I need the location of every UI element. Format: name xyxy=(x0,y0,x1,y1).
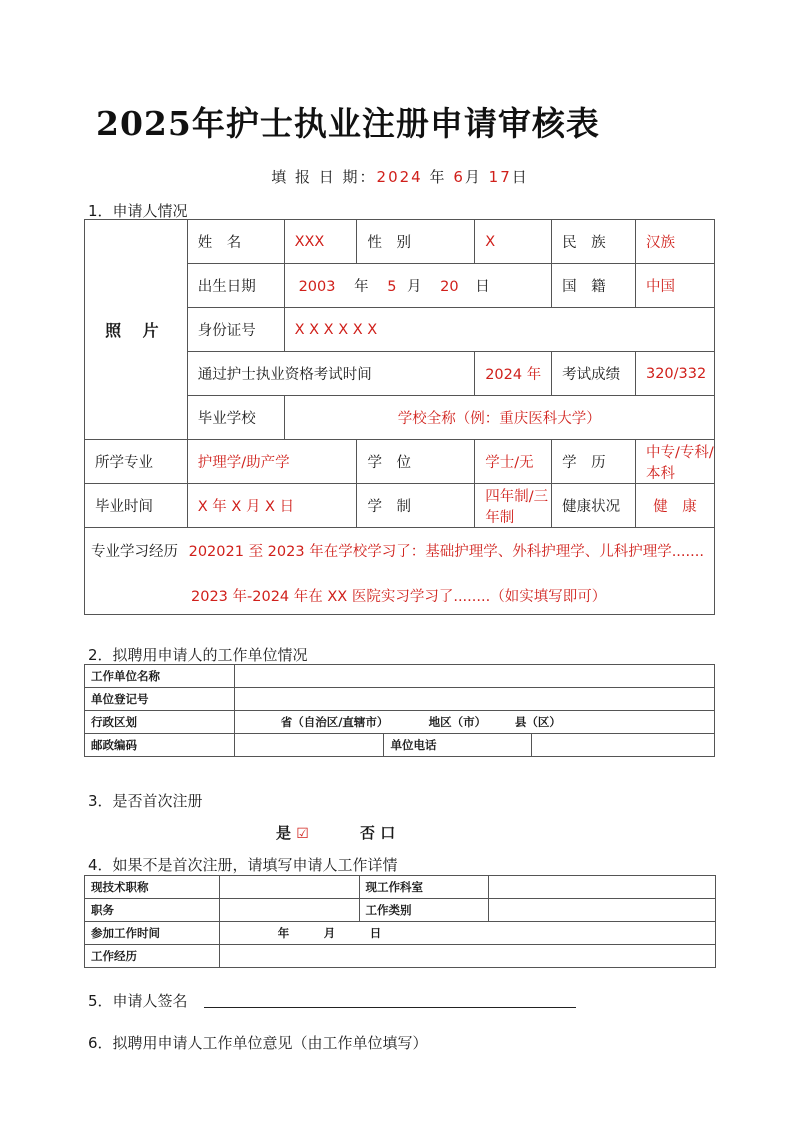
title-label: 现技术职称 xyxy=(85,876,220,899)
grad-label: 毕业时间 xyxy=(85,484,188,528)
unit-reg-label: 单位登记号 xyxy=(85,688,235,711)
education-value[interactable]: 中专/专科/本科 xyxy=(635,440,714,484)
study-line1: 202021 至 2023 年在学校学习了：基础护理学、外科护理学、儿科护理学....... xyxy=(188,544,704,560)
education-label: 学 历 xyxy=(552,440,636,484)
post-label: 职务 xyxy=(85,899,220,922)
nationality-label: 国 籍 xyxy=(552,264,636,308)
dept-label: 现工作科室 xyxy=(359,876,489,899)
gender-value[interactable]: X xyxy=(475,220,552,264)
history-label: 工作经历 xyxy=(85,945,220,968)
ethnic-label: 民 族 xyxy=(552,220,636,264)
yes-label: 是 xyxy=(276,824,292,842)
exam-label: 通过护士执业资格考试时间 xyxy=(187,352,474,396)
date-year-unit: 年 xyxy=(429,168,447,186)
checkbox-empty-icon: 口 xyxy=(380,824,396,842)
date-month[interactable]: 6 xyxy=(453,168,465,186)
phone-field[interactable] xyxy=(532,734,715,757)
title-field[interactable] xyxy=(219,876,359,899)
date-label: 填 报 日 期： xyxy=(271,168,377,186)
section2-heading: 2．拟聘用申请人的工作单位情况 xyxy=(88,646,308,664)
nationality-value[interactable]: 中国 xyxy=(635,264,714,308)
section6-heading: 6．拟聘用申请人工作单位意见（由工作单位填写） xyxy=(88,1034,428,1052)
no-option[interactable] xyxy=(360,824,395,842)
system-value[interactable]: 四年制/三年制 xyxy=(475,484,552,528)
start-label: 参加工作时间 xyxy=(85,922,220,945)
phone-label: 单位电话 xyxy=(384,734,532,757)
type-label: 工作类别 xyxy=(359,899,489,922)
health-label: 健康状况 xyxy=(552,484,636,528)
postal-label: 邮政编码 xyxy=(85,734,235,757)
region-label: 行政区划 xyxy=(85,711,235,734)
birth-month-unit: 月 xyxy=(407,279,422,295)
no-label: 否 xyxy=(360,824,376,842)
name-value[interactable]: XXX xyxy=(284,220,357,264)
history-field[interactable] xyxy=(219,945,715,968)
signature-line[interactable] xyxy=(204,1007,576,1008)
work-unit-table xyxy=(84,664,715,757)
study-line2: 2023 年-2024 年在 XX 医院实习学习了........（如实填写即可） xyxy=(191,589,607,605)
id-value[interactable]: X X X X X X xyxy=(284,308,714,352)
exam-value[interactable]: 2024 年 xyxy=(475,352,552,396)
study-history-cell[interactable] xyxy=(85,528,715,615)
study-label: 专业学习经历 xyxy=(91,544,178,560)
type-field[interactable] xyxy=(489,899,716,922)
degree-label: 学 位 xyxy=(357,440,475,484)
applicant-table xyxy=(84,219,715,615)
section5-heading: 5．申请人签名 xyxy=(88,992,188,1010)
checkbox-checked-icon: ☑ xyxy=(296,826,309,842)
region-field[interactable]: 省（自治区/直辖市） 地区（市） 县（区） xyxy=(234,711,714,734)
birth-day-unit: 日 xyxy=(475,279,490,295)
birth-year: 2003 xyxy=(298,279,336,295)
birth-day: 20 xyxy=(440,279,459,295)
birth-month: 5 xyxy=(387,279,397,295)
ethnic-value[interactable]: 汉族 xyxy=(635,220,714,264)
gender-label: 性 别 xyxy=(357,220,475,264)
id-label: 身份证号 xyxy=(187,308,284,352)
school-label: 毕业学校 xyxy=(187,396,284,440)
fill-date xyxy=(0,166,800,187)
system-label: 学 制 xyxy=(357,484,475,528)
score-label: 考试成绩 xyxy=(552,352,636,396)
date-day[interactable]: 17 xyxy=(488,168,512,186)
start-field[interactable]: 年 月 日 xyxy=(219,922,715,945)
page-title: 2025年护士执业注册申请审核表 xyxy=(96,104,600,143)
grad-value[interactable]: X 年 X 月 X 日 xyxy=(187,484,357,528)
unit-name-field[interactable] xyxy=(234,665,714,688)
postal-field[interactable] xyxy=(234,734,384,757)
date-month-unit: 月 xyxy=(464,168,482,186)
date-day-unit: 日 xyxy=(511,168,529,186)
yes-option[interactable] xyxy=(276,824,309,842)
work-detail-table xyxy=(84,875,716,968)
score-value[interactable]: 320/332 xyxy=(635,352,714,396)
section4-heading: 4．如果不是首次注册，请填写申请人工作详情 xyxy=(88,856,398,874)
photo-cell: 照 片 xyxy=(85,220,188,440)
section3-heading: 3．是否首次注册 xyxy=(88,792,203,810)
birth-year-unit: 年 xyxy=(354,279,369,295)
birth-value[interactable] xyxy=(284,264,552,308)
first-registration-choice xyxy=(276,822,395,843)
major-label: 所学专业 xyxy=(85,440,188,484)
name-label: 姓 名 xyxy=(187,220,284,264)
major-value[interactable]: 护理学/助产学 xyxy=(187,440,357,484)
post-field[interactable] xyxy=(219,899,359,922)
section1-heading: 1．申请人情况 xyxy=(88,202,188,220)
degree-value[interactable]: 学士/无 xyxy=(475,440,552,484)
birth-label: 出生日期 xyxy=(187,264,284,308)
unit-reg-field[interactable] xyxy=(234,688,714,711)
date-year[interactable]: 2024 xyxy=(376,168,423,186)
dept-field[interactable] xyxy=(489,876,716,899)
school-value[interactable]: 学校全称（例：重庆医科大学） xyxy=(284,396,714,440)
health-value[interactable]: 健 康 xyxy=(635,484,714,528)
unit-name-label: 工作单位名称 xyxy=(85,665,235,688)
